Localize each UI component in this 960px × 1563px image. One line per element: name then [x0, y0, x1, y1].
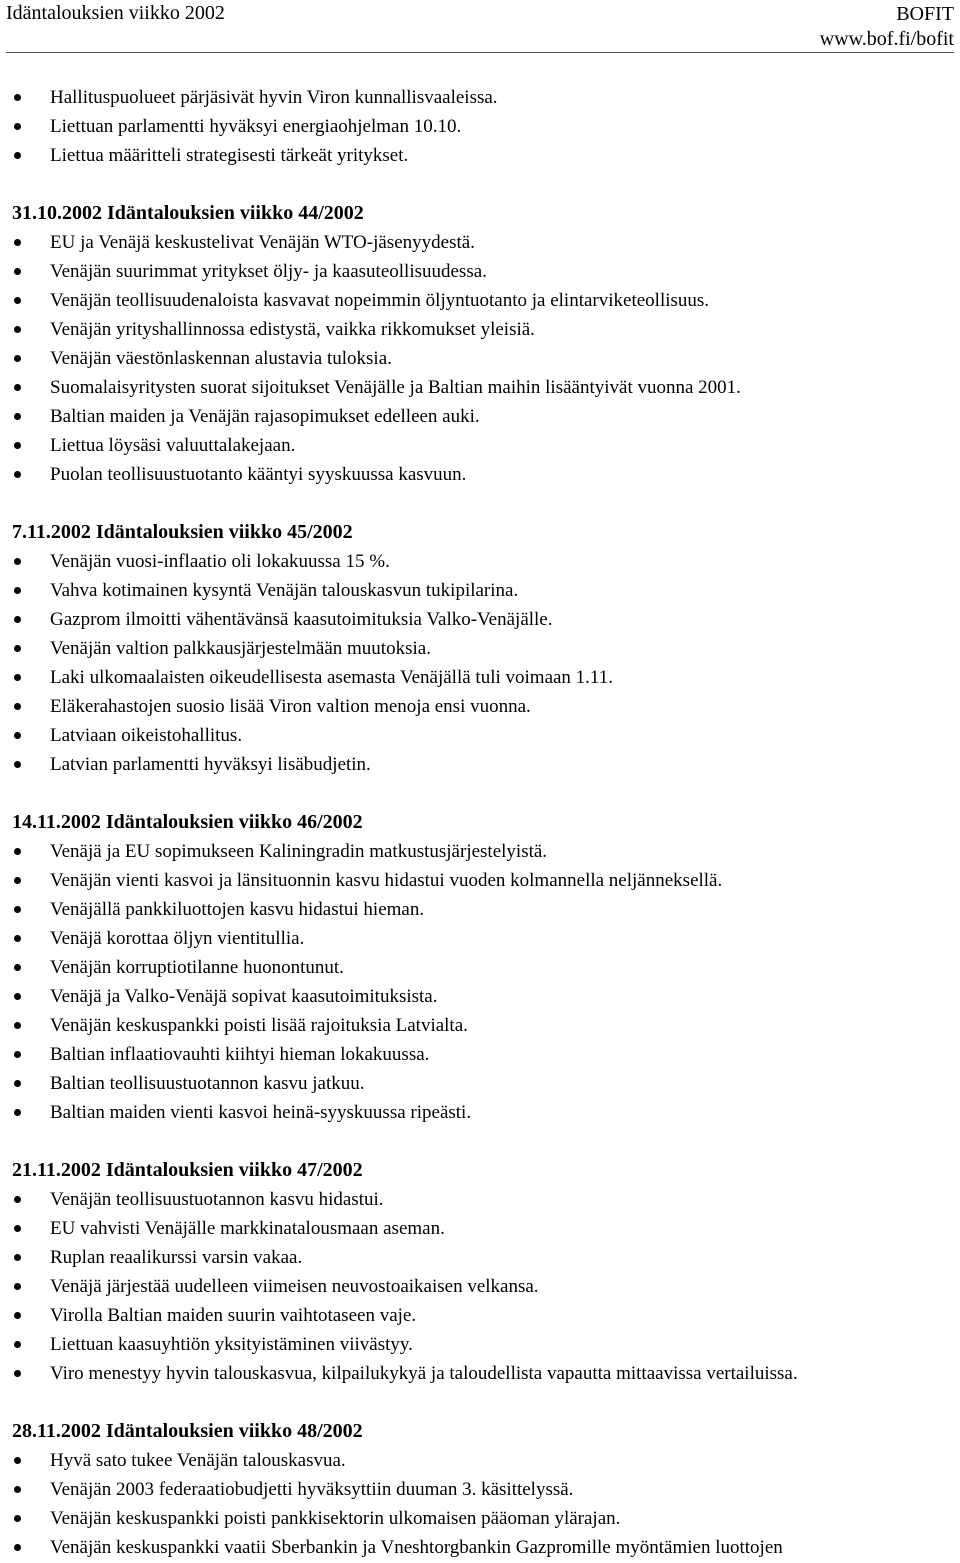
list-item	[12, 1185, 957, 1214]
item-text: Gazprom ilmoitti vähentävänsä kaasutoimituksia Valko-Venäjälle.	[50, 609, 553, 630]
item-text: Venäjän valtion palkkausjärjestelmään muutoksia.	[50, 638, 431, 659]
section-heading: 7.11.2002 Idäntalouksien viikko 45/2002	[12, 521, 353, 543]
week-section	[12, 518, 957, 779]
item-text: Ruplan reaalikurssi varsin vakaa.	[50, 1247, 303, 1268]
bullet-icon	[14, 1022, 21, 1029]
bullet-icon	[14, 703, 21, 710]
list-item	[12, 634, 957, 663]
item-text: Eläkerahastojen suosio lisää Viron valtion menoja ensi vuonna.	[50, 696, 531, 717]
bullet-icon	[14, 123, 21, 130]
document-title: Idäntalouksien viikko 2002	[6, 2, 225, 24]
item-text: Venäjän keskuspankki poisti pankkisektorin ulkomaisen pääoman ylärajan.	[50, 1508, 621, 1529]
list-item	[12, 1243, 957, 1272]
item-text: Venäjä järjestää uudelleen viimeisen neuvostoaikaisen velkansa.	[50, 1276, 539, 1297]
list-item	[12, 866, 957, 895]
bullet-icon	[14, 442, 21, 449]
list-item	[12, 1272, 957, 1301]
item-text: Liettuan kaasuyhtiön yksityistäminen viivästyy.	[50, 1334, 413, 1355]
item-text: Baltian inflaatiovauhti kiihtyi hieman lokakuussa.	[50, 1044, 430, 1065]
list-item	[12, 924, 957, 953]
week-section	[12, 1156, 957, 1388]
list-item	[12, 895, 957, 924]
list-item	[12, 1330, 957, 1359]
list-item	[12, 750, 957, 779]
bullet-icon	[14, 1196, 21, 1203]
bullet-icon	[14, 239, 21, 246]
list-item	[12, 1475, 957, 1504]
weekly-sections	[12, 199, 957, 1562]
bullet-icon	[14, 471, 21, 478]
list-item	[12, 721, 957, 750]
list-item	[12, 547, 957, 576]
bullet-icon	[14, 732, 21, 739]
bullet-icon	[14, 616, 21, 623]
bullet-icon	[14, 1109, 21, 1116]
item-text: Venäjän suurimmat yritykset öljy- ja kaasuteollisuudessa.	[50, 261, 487, 282]
list-item	[12, 692, 957, 721]
item-text: Baltian maiden vienti kasvoi heinä-syyskuussa ripeästi.	[50, 1102, 472, 1123]
document-body	[12, 83, 957, 1562]
bullet-icon	[14, 1457, 21, 1464]
bullet-icon	[14, 1254, 21, 1261]
bullet-icon	[14, 558, 21, 565]
item-text: Latvian parlamentti hyväksyi lisäbudjetin.	[50, 754, 371, 775]
section-heading: 14.11.2002 Idäntalouksien viikko 46/2002	[12, 811, 363, 833]
list-item	[12, 402, 957, 431]
list-item	[12, 1359, 957, 1388]
bullet-icon	[14, 268, 21, 275]
list-item	[12, 315, 957, 344]
item-text: Venäjän yrityshallinnossa edistystä, vaikka rikkomukset yleisiä.	[50, 319, 535, 340]
list-item	[12, 1301, 957, 1330]
bullet-icon	[14, 1370, 21, 1377]
section-item-list	[12, 837, 957, 1127]
item-text: Venäjän väestönlaskennan alustavia tuloksia.	[50, 348, 392, 369]
list-item	[12, 576, 957, 605]
bullet-icon	[14, 1312, 21, 1319]
item-text: Laki ulkomaalaisten oikeudellisesta asemasta Venäjällä tuli voimaan 1.11.	[50, 667, 613, 688]
list-item	[12, 373, 957, 402]
list-item	[12, 141, 957, 170]
item-text: Venäjä ja EU sopimukseen Kaliningradin matkustusjärjestelyistä.	[50, 841, 548, 862]
week-section	[12, 1417, 957, 1562]
list-item	[12, 1040, 957, 1069]
list-item	[12, 982, 957, 1011]
item-text: Liettua löysäsi valuuttalakejaan.	[50, 435, 296, 456]
bullet-icon	[14, 645, 21, 652]
bullet-icon	[14, 848, 21, 855]
bullet-icon	[14, 384, 21, 391]
item-text: Venäjän vienti kasvoi ja länsituonnin kasvu hidastui vuoden kolmannella neljänneksellä.	[50, 870, 723, 891]
list-item	[12, 1504, 957, 1533]
bullet-icon	[14, 1486, 21, 1493]
item-text: Hyvä sato tukee Venäjän talouskasvua.	[50, 1450, 346, 1471]
bullet-icon	[14, 935, 21, 942]
bullet-icon	[14, 1051, 21, 1058]
bullet-icon	[14, 674, 21, 681]
week-section	[12, 808, 957, 1127]
section-item-list	[12, 1446, 957, 1562]
section-heading: 28.11.2002 Idäntalouksien viikko 48/2002	[12, 1420, 363, 1442]
item-text: Baltian maiden ja Venäjän rajasopimukset edelleen auki.	[50, 406, 480, 427]
list-item	[12, 605, 957, 634]
item-text: Liettua määritteli strategisesti tärkeät yritykset.	[50, 145, 409, 166]
item-text: EU vahvisti Venäjälle markkinatalousmaan aseman.	[50, 1218, 445, 1239]
section-item-list	[12, 228, 957, 489]
bullet-icon	[14, 94, 21, 101]
section-heading: 21.11.2002 Idäntalouksien viikko 47/2002	[12, 1159, 363, 1181]
bullet-icon	[14, 413, 21, 420]
list-item	[12, 837, 957, 866]
organization-name: BOFIT	[896, 3, 954, 25]
item-text: Baltian teollisuustuotannon kasvu jatkuu.	[50, 1073, 365, 1094]
list-item	[12, 344, 957, 373]
item-text: Venäjä ja Valko-Venäjä sopivat kaasutoimituksista.	[50, 986, 438, 1007]
bullet-icon	[14, 587, 21, 594]
item-text: Venäjän keskuspankki poisti lisää rajoituksia Latvialta.	[50, 1015, 468, 1036]
page-header	[6, 0, 954, 53]
item-text: Venäjä korottaa öljyn vientitullia.	[50, 928, 305, 949]
bullet-icon	[14, 152, 21, 159]
bullet-icon	[14, 1515, 21, 1522]
item-text: EU ja Venäjä keskustelivat Venäjän WTO-jäsenyydestä.	[50, 232, 475, 253]
list-item	[12, 460, 957, 489]
list-item	[12, 1533, 957, 1562]
list-item	[12, 228, 957, 257]
item-text: Puolan teollisuustuotanto kääntyi syyskuussa kasvuun.	[50, 464, 467, 485]
list-item	[12, 112, 957, 141]
bullet-icon	[14, 877, 21, 884]
item-text: Virolla Baltian maiden suurin vaihtotaseen vaje.	[50, 1305, 417, 1326]
bullet-icon	[14, 1341, 21, 1348]
item-text: Liettuan parlamentti hyväksyi energiaohjelman 10.10.	[50, 116, 462, 137]
item-text: Venäjän keskuspankki vaatii Sberbankin ja Vneshtorgbankin Gazpromille myöntämien luottojen	[50, 1537, 783, 1558]
item-text: Suomalaisyritysten suorat sijoitukset Venäjälle ja Baltian maihin lisääntyivät vuonna 2001.	[50, 377, 741, 398]
list-item	[12, 83, 957, 112]
item-text: Vahva kotimainen kysyntä Venäjän talouskasvun tukipilarina.	[50, 580, 519, 601]
item-text: Venäjän teollisuustuotannon kasvu hidastui.	[50, 1189, 384, 1210]
item-text: Venäjän 2003 federaatiobudjetti hyväksyttiin duuman 3. käsittelyssä.	[50, 1479, 574, 1500]
item-text: Latviaan oikeistohallitus.	[50, 725, 243, 746]
website-url: www.bof.fi/bofit	[819, 28, 954, 50]
list-item	[12, 431, 957, 460]
bullet-icon	[14, 964, 21, 971]
list-item	[12, 257, 957, 286]
item-text: Venäjän vuosi-inflaatio oli lokakuussa 15 %.	[50, 551, 390, 572]
week-section	[12, 199, 957, 489]
bullet-icon	[14, 761, 21, 768]
item-text: Hallituspuolueet pärjäsivät hyvin Viron kunnallisvaaleissa.	[50, 87, 498, 108]
item-text: Venäjän korruptiotilanne huonontunut.	[50, 957, 344, 978]
section-item-list	[12, 1185, 957, 1388]
list-item	[12, 1069, 957, 1098]
header-org-block	[820, 2, 954, 52]
intro-list	[12, 83, 957, 170]
bullet-icon	[14, 326, 21, 333]
list-item	[12, 1214, 957, 1243]
bullet-icon	[14, 1544, 21, 1551]
item-text: Viro menestyy hyvin talouskasvua, kilpailukykyä ja taloudellista vapautta mittaavissa vertailuissa.	[50, 1363, 798, 1384]
bullet-icon	[14, 993, 21, 1000]
list-item	[12, 953, 957, 982]
list-item	[12, 1446, 957, 1475]
bullet-icon	[14, 906, 21, 913]
section-heading: 31.10.2002 Idäntalouksien viikko 44/2002	[12, 202, 364, 224]
list-item	[12, 1098, 957, 1127]
list-item	[12, 663, 957, 692]
bullet-icon	[14, 1225, 21, 1232]
section-item-list	[12, 547, 957, 779]
list-item	[12, 286, 957, 315]
list-item	[12, 1011, 957, 1040]
bullet-icon	[14, 297, 21, 304]
bullet-icon	[14, 355, 21, 362]
bullet-icon	[14, 1080, 21, 1087]
item-text: Venäjän teollisuudenaloista kasvavat nopeimmin öljyntuotanto ja elintarviketeollisuus.	[50, 290, 710, 311]
bullet-icon	[14, 1283, 21, 1290]
item-text: Venäjällä pankkiluottojen kasvu hidastui hieman.	[50, 899, 425, 920]
